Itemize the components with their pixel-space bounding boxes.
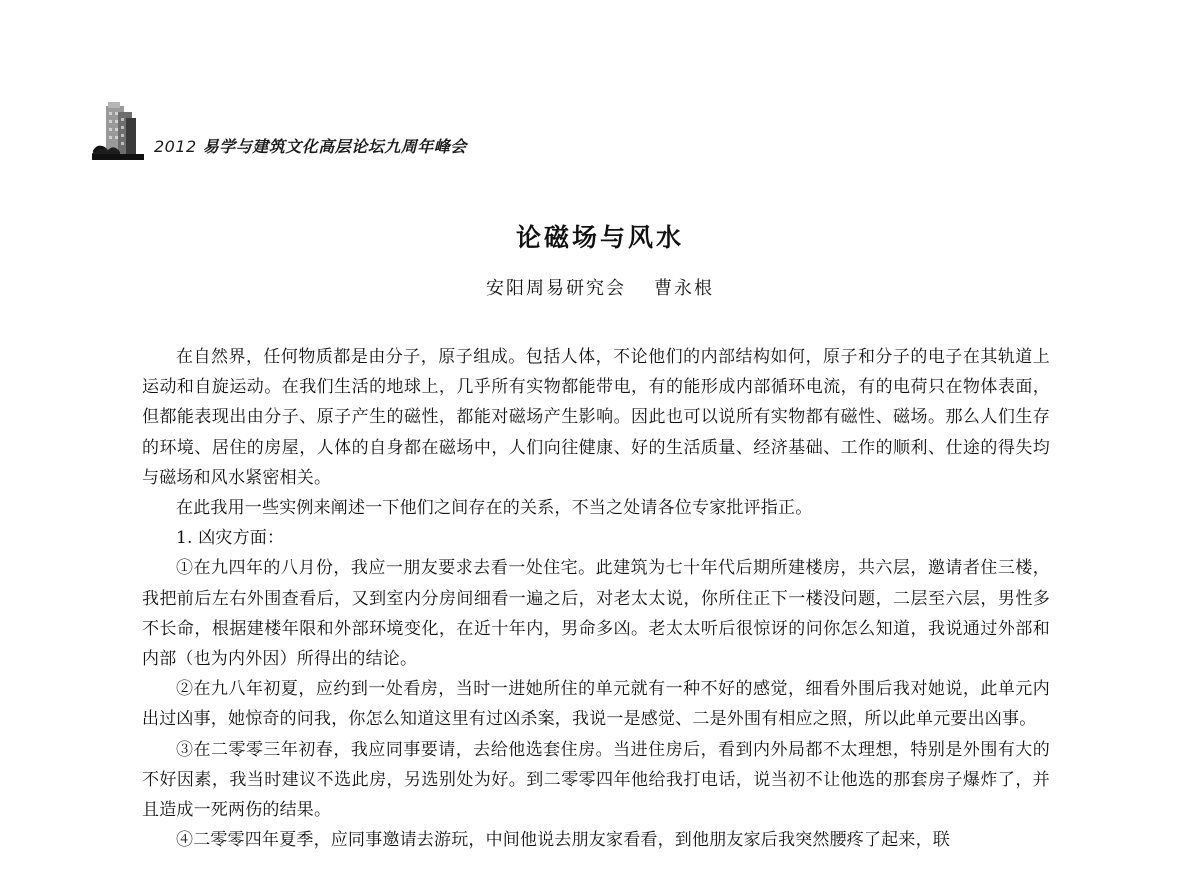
- header-title: [154, 134, 467, 157]
- author-line: [0, 274, 1200, 300]
- section-heading: 1. 凶灾方面：: [176, 528, 285, 549]
- running-header: [92, 100, 532, 160]
- paragraph-intro: 在自然界，任何物质都是由分子，原子组成。包括人体，不论他们的内部结构如何，原子和分子的电子在其轨道上运动和自旋运动。在我们生活的地球上，几乎所有实物都能带电，有的能形成内部循环电流，有的电荷只在物体表面，但都能表现出由分子、原子产生的磁性，都能对磁场产生影响。因此也可以说所有实物都有磁性、磁场。那么人们生存的环境、居住的房屋，人体的自身都在磁场中，人们向往健康、好的生活质量、经济基础、工作的顺利、仕途的得失均与磁场和风水紧密相关。: [142, 347, 1050, 488]
- header-conference: 易学与建筑文化高层论坛九周年峰会: [202, 137, 467, 156]
- paragraph-case-4: ④二零零四年夏季，应同事邀请去游玩，中间他说去朋友家看看，到他朋友家后我突然腰疼了起来，联: [176, 830, 950, 851]
- header-year: 2012: [154, 137, 197, 156]
- paper-title: 论磁场与风水: [515, 223, 684, 252]
- building-logo-icon: [92, 100, 144, 160]
- paragraph-case-2: ②在九八年初夏，应约到一处看房，当时一进她所住的单元就有一种不好的感觉，细看外围后我对她说，此单元内出过凶事，她惊奇的问我，你怎么知道这里有过凶杀案，我说一是感觉、二是外围有相应之照，所以此单元要出凶事。: [142, 679, 1050, 730]
- author-name: 曹永根: [654, 278, 714, 299]
- author-affiliation: 安阳周易研究会: [486, 278, 626, 299]
- paragraph-case-3: ③在二零零三年初春，我应同事要请，去给他选套住房。当进住房后，看到内外局都不太理想，特别是外围有大的不好因素，我当时建议不选此房，另选别处为好。到二零零四年他给我打电话，说当初不让他选的那套房子爆炸了，并且造成一死两伤的结果。: [142, 739, 1050, 821]
- paragraph-case-1: ①在九四年的八月份，我应一朋友要求去看一处住宅。此建筑为七十年代后期所建楼房，共六层，邀请者住三楼，我把前后左右外围查看后，又到室内分房间细看一遍之后，对老太太说，你所住正下一楼没问题，二层至六层，男性多不长命，根据建楼年限和外部环境变化，在近十年内，男命多凶。老太太听后很惊讶的问你怎么知道，我说通过外部和内部（也为内外因）所得出的结论。: [142, 558, 1050, 670]
- paper-body: [142, 342, 1050, 855]
- paragraph-purpose: 在此我用一些实例来阐述一下他们之间存在的关系，不当之处请各位专家批评指正。: [176, 498, 813, 519]
